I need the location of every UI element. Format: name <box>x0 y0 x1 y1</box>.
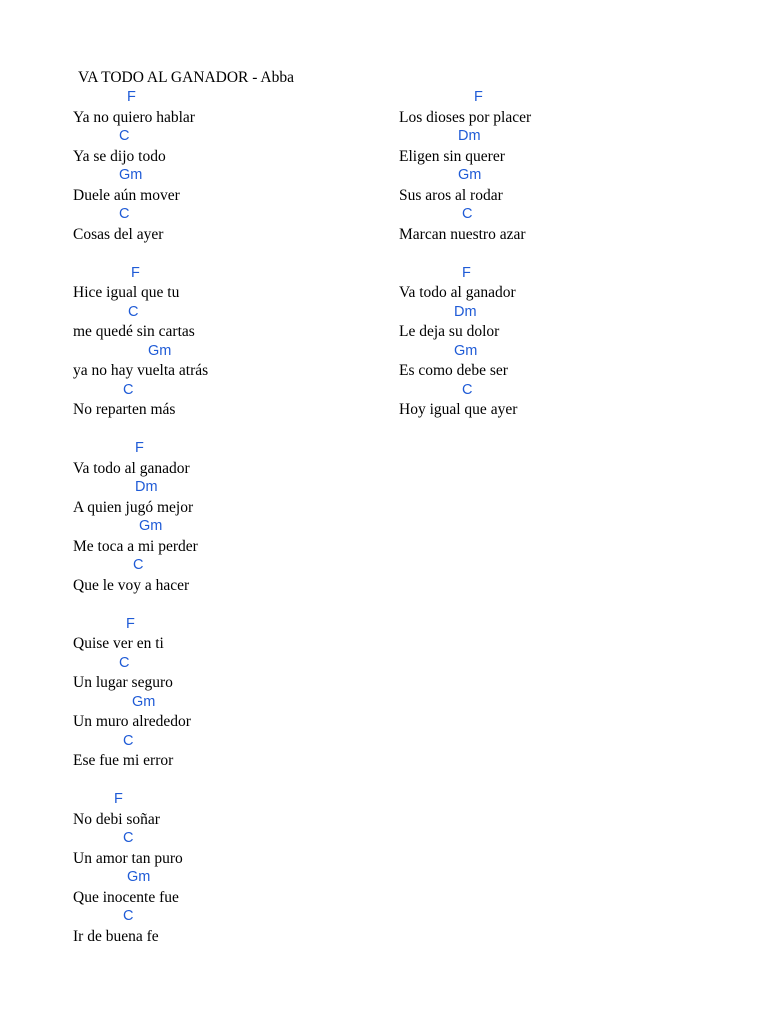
chord-label: F <box>131 264 140 281</box>
lyric-line: Va todo al ganador <box>73 459 190 477</box>
chord-label: C <box>123 732 134 749</box>
stanza <box>73 264 373 420</box>
lyric-line: Los dioses por placer <box>399 108 532 126</box>
left-column <box>73 88 373 966</box>
chord-label: C <box>123 908 134 924</box>
stanza <box>73 790 373 946</box>
lyric-line: Le deja su dolor <box>399 323 500 340</box>
chord-row <box>73 439 373 459</box>
chord-label: F <box>126 615 135 632</box>
lyric-row <box>399 322 699 342</box>
lyric-row <box>73 108 373 128</box>
right-column <box>399 88 699 439</box>
lyric-row <box>73 400 373 420</box>
lyric-line: Hice igual que tu <box>73 284 180 301</box>
chord-label: C <box>119 128 130 144</box>
stanza <box>73 439 373 595</box>
chord-label: C <box>462 381 473 398</box>
lyric-line: Va todo al ganador <box>399 284 516 301</box>
chord-row <box>73 732 373 752</box>
lyric-row <box>399 361 699 381</box>
chord-row <box>399 342 699 362</box>
lyric-line: Eligen sin querer <box>399 147 505 165</box>
chord-label: F <box>474 89 483 105</box>
chord-row <box>73 205 373 225</box>
chord-label: F <box>114 791 123 807</box>
chord-row <box>399 88 699 108</box>
lyric-line: Ese fue mi error <box>73 752 174 769</box>
lyric-row <box>73 849 373 869</box>
lyric-line: Ya se dijo todo <box>73 147 166 165</box>
chord-label: F <box>462 264 471 281</box>
stanza <box>399 88 699 244</box>
lyric-line: Un amor tan puro <box>73 849 183 867</box>
lyric-row <box>399 283 699 303</box>
chord-row <box>399 166 699 186</box>
lyric-row <box>73 322 373 342</box>
chord-row <box>73 342 373 362</box>
lyric-row <box>73 498 373 518</box>
lyric-row <box>73 673 373 693</box>
lyric-row <box>73 147 373 167</box>
song-title: VA TODO AL GANADOR - Abba <box>78 69 295 86</box>
chord-row <box>399 303 699 323</box>
chord-row <box>73 868 373 888</box>
chord-row <box>73 693 373 713</box>
chord-label: Gm <box>148 342 172 359</box>
lyric-line: No reparten más <box>73 401 176 418</box>
chord-label: C <box>123 830 134 846</box>
lyric-line: Que le voy a hacer <box>73 576 190 594</box>
lyric-line: No debi soñar <box>73 810 160 828</box>
chord-row <box>73 127 373 147</box>
lyric-line: Ir de buena fe <box>73 927 159 945</box>
chord-row <box>399 381 699 401</box>
chord-label: Gm <box>127 869 151 885</box>
lyric-row <box>399 400 699 420</box>
chord-row <box>73 264 373 284</box>
lyric-row <box>73 459 373 479</box>
lyric-row <box>73 225 373 245</box>
chord-label: C <box>119 654 130 671</box>
lyric-row <box>73 576 373 596</box>
lyric-line: Quise ver en ti <box>73 635 164 652</box>
chord-row <box>73 829 373 849</box>
lyric-row <box>399 147 699 167</box>
chord-row <box>399 127 699 147</box>
chord-label: C <box>133 557 144 573</box>
stanza <box>73 88 373 244</box>
chord-row <box>399 205 699 225</box>
chord-row <box>73 615 373 635</box>
lyric-row <box>73 361 373 381</box>
lyric-line: Hoy igual que ayer <box>399 401 518 418</box>
stanza <box>73 615 373 771</box>
chord-row <box>73 907 373 927</box>
lyric-row <box>399 225 699 245</box>
lyric-line: Sus aros al rodar <box>399 186 503 204</box>
chord-label: C <box>462 206 473 222</box>
chord-label: Dm <box>135 479 158 495</box>
lyric-row <box>73 634 373 654</box>
stanza <box>399 264 699 420</box>
lyric-row <box>73 712 373 732</box>
chord-label: F <box>127 89 136 105</box>
lyric-line: Un lugar seguro <box>73 674 173 691</box>
chord-label: Gm <box>119 167 143 183</box>
chord-label: C <box>123 381 134 398</box>
chord-row <box>73 654 373 674</box>
chord-row <box>73 790 373 810</box>
chord-label: Gm <box>454 342 478 359</box>
chord-label: C <box>128 303 139 320</box>
lyric-row <box>399 186 699 206</box>
chord-label: Gm <box>458 167 482 183</box>
chord-label: Gm <box>139 518 163 534</box>
chord-row <box>73 478 373 498</box>
lyric-line: Que inocente fue <box>73 888 179 906</box>
chord-row <box>73 303 373 323</box>
lyric-line: Marcan nuestro azar <box>399 225 526 243</box>
lyric-line: me quedé sin cartas <box>73 323 195 340</box>
lyric-line: Ya no quiero hablar <box>73 108 195 126</box>
chord-row <box>73 166 373 186</box>
chord-label: F <box>135 440 144 456</box>
lyric-line: A quien jugó mejor <box>73 498 194 516</box>
chord-row <box>73 381 373 401</box>
lyric-row <box>73 186 373 206</box>
lyric-line: Un muro alrededor <box>73 713 191 730</box>
lyric-line: Me toca a mi perder <box>73 537 198 555</box>
lyric-row <box>73 537 373 557</box>
lyric-row <box>73 927 373 947</box>
chord-row <box>73 88 373 108</box>
lyric-line: ya no hay vuelta atrás <box>73 362 209 379</box>
chord-label: C <box>119 206 130 222</box>
lyric-line: Duele aún mover <box>73 186 180 204</box>
lyric-row <box>73 810 373 830</box>
lyric-row <box>399 108 699 128</box>
chord-row <box>73 517 373 537</box>
chord-row <box>399 264 699 284</box>
lyric-row <box>73 751 373 771</box>
lyric-row <box>73 888 373 908</box>
lyric-line: Cosas del ayer <box>73 225 164 243</box>
lyric-row <box>73 283 373 303</box>
chord-row <box>73 556 373 576</box>
lyric-line: Es como debe ser <box>399 362 508 379</box>
chord-label: Dm <box>458 128 481 144</box>
chord-label: Dm <box>454 303 477 320</box>
chord-label: Gm <box>132 693 156 710</box>
